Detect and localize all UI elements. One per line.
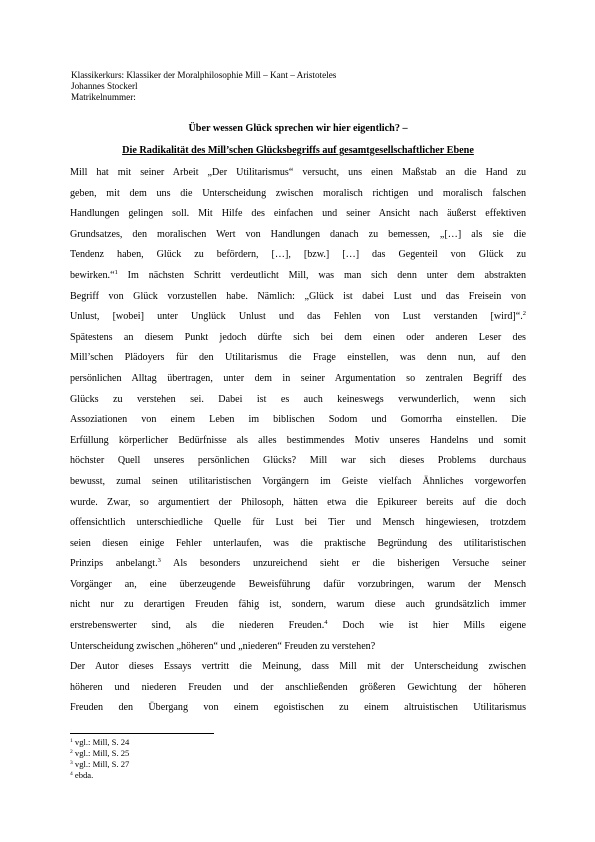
- footnote: [70, 748, 370, 759]
- body-line: Erfüllung körperlicher Bedürfnisse als alles bestimmendes Motiv unseres Handelns und somit: [70, 434, 526, 446]
- body-text: Unlust, [wobei] unter Unglück Unlust und das Fehlen von Lust verstanden [wird]“.: [70, 311, 523, 323]
- footnote: [70, 759, 370, 770]
- footnote-mark: 3: [70, 760, 73, 766]
- body-line: geben, mit dem uns die Unterscheidung zwischen moralisch richtigen und moralisch falschen: [70, 187, 526, 199]
- body-line: Freuden den Übergang von einem egoistischen zu einem altruistischen Utilitarismus: [70, 702, 526, 714]
- body-text: bewirken.“: [70, 269, 115, 281]
- body-line: bewusst, zumal seinen utilitaristischen Vorgängern im Geiste vielfach Ähnliches vorgeworfen: [70, 475, 526, 487]
- course-line: Klassikerkurs: Klassiker der Moralphilosophie Mill – Kant – Aristoteles: [71, 70, 337, 80]
- footnote: [70, 737, 370, 748]
- body-text: Doch wie ist hier Mills eigene: [327, 620, 526, 632]
- body-line: Mill’schen Plädoyers für den Utilitarismus die Frage einstellen, was denn nun, auf den: [70, 352, 526, 364]
- footnote-text: vgl.: Mill, S. 25: [72, 748, 130, 758]
- body-text: Im nächsten Schritt verdeutlicht Mill, was man sich denn unter dem abstrakten: [117, 269, 526, 281]
- body-line: Der Autor dieses Essays vertritt die Meinung, dass Mill mit der Unterscheidung zwischen: [70, 661, 526, 673]
- essay-body: [70, 163, 526, 719]
- essay-title: Über wessen Glück sprechen wir hier eigentlich? –: [188, 123, 408, 134]
- body-line: wurde. Zwar, so argumentiert der Philosoph, hätten etwa die Epikureer bereits auf die doch: [70, 496, 526, 508]
- body-line: [70, 554, 526, 575]
- body-text: Als besonders unzureichend sieht er die bisherigen Versuche seiner: [160, 558, 527, 570]
- body-line: höheren und niederen Freuden und der anschließenden größeren Gewichtung der höheren: [70, 681, 526, 693]
- footnote-ref: 4: [324, 619, 328, 627]
- body-line: Handlungen gelingen soll. Mit Hilfe des einfachen und seiner Ansicht nach äußerst effektiven: [70, 208, 526, 220]
- body-line: Glücks zu verstehen sei. Dabei ist es auch keineswegs verwunderlich, wenn sich: [70, 393, 526, 405]
- body-line: persönlichen Alltag übertragen, unter dem in seiner Argumentation so zentralen Begriff des: [70, 372, 526, 384]
- body-text: erstrebenswerter sind, als die niederen Freuden.: [70, 620, 325, 632]
- footnote-text: vgl.: Mill, S. 24: [72, 737, 130, 747]
- body-text: Prinzips anbelangt.: [70, 558, 158, 570]
- body-line: Mill hat mit seiner Arbeit „Der Utilitarismus“ versucht, uns einen Maßstab an die Hand zu: [70, 167, 526, 178]
- footnote-text: vgl.: Mill, S. 27: [72, 759, 130, 769]
- footnote-mark: 2: [70, 749, 73, 755]
- footnote-text: ebda.: [72, 770, 94, 780]
- footnote-divider: [70, 733, 214, 734]
- footnote-mark: 4: [70, 771, 73, 777]
- body-line: Begriff von Glück vorzustellen habe. Nämlich: „Glück ist dabei Lust und das Freisein von: [70, 290, 526, 302]
- footnote-ref: 1: [114, 268, 118, 276]
- body-line: seien diesen einige Fehler unterlaufen, was die praktische Begründung des utilitaristischen: [70, 537, 526, 549]
- body-line: Grundsatzes, den moralischen Wert von Handlungen danach zu bemessen, „[…] als sie die: [70, 228, 526, 240]
- body-line: offensichtlich unterschiedliche Quelle für Lust bei Tier und Mensch hingewiesen, trotzdem: [70, 517, 526, 529]
- body-line: Tendenz haben, Glück zu befördern, […], [bzw.] […] das Gegenteil von Glück zu: [70, 249, 526, 261]
- body-line: Vorgänger an, eine überzeugende Beweisführung dafür vorzubringen, warum der Mensch: [70, 578, 526, 590]
- body-line: [70, 266, 526, 287]
- footnotes: [70, 737, 370, 781]
- body-line: [70, 307, 526, 328]
- body-line: Unterscheidung zwischen „höheren“ und „niederen“ Freuden zu verstehen?: [70, 640, 376, 652]
- footnote-mark: 1: [70, 738, 73, 744]
- footnote: [70, 770, 370, 781]
- body-line: Assoziationen von einem Leben im biblischen Sodom und Gomorrha einstellen. Die: [70, 414, 526, 426]
- author-line: Johannes Stockerl: [71, 81, 138, 91]
- body-line: [70, 616, 526, 637]
- essay-subtitle: Die Radikalität des Mill’schen Glücksbegriffs auf gesamtgesellschaftlicher Ebene: [122, 145, 474, 156]
- body-line: höchster Quell unseres persönlichen Glücks? Mill war sich dieses Problems durchaus: [70, 455, 526, 467]
- footnote-ref: 2: [522, 310, 526, 318]
- body-line: nicht nur zu derartigen Freuden fähig ist, sondern, warum diese auch grundsätzlich immer: [70, 599, 526, 611]
- document-header: [71, 70, 531, 103]
- body-line: Spätestens an diesem Punkt jedoch dürfte sich bei dem einen oder anderen Leser des: [70, 331, 526, 343]
- matrikel-line: Matrikelnummer:: [71, 92, 136, 102]
- footnote-ref: 3: [157, 557, 161, 565]
